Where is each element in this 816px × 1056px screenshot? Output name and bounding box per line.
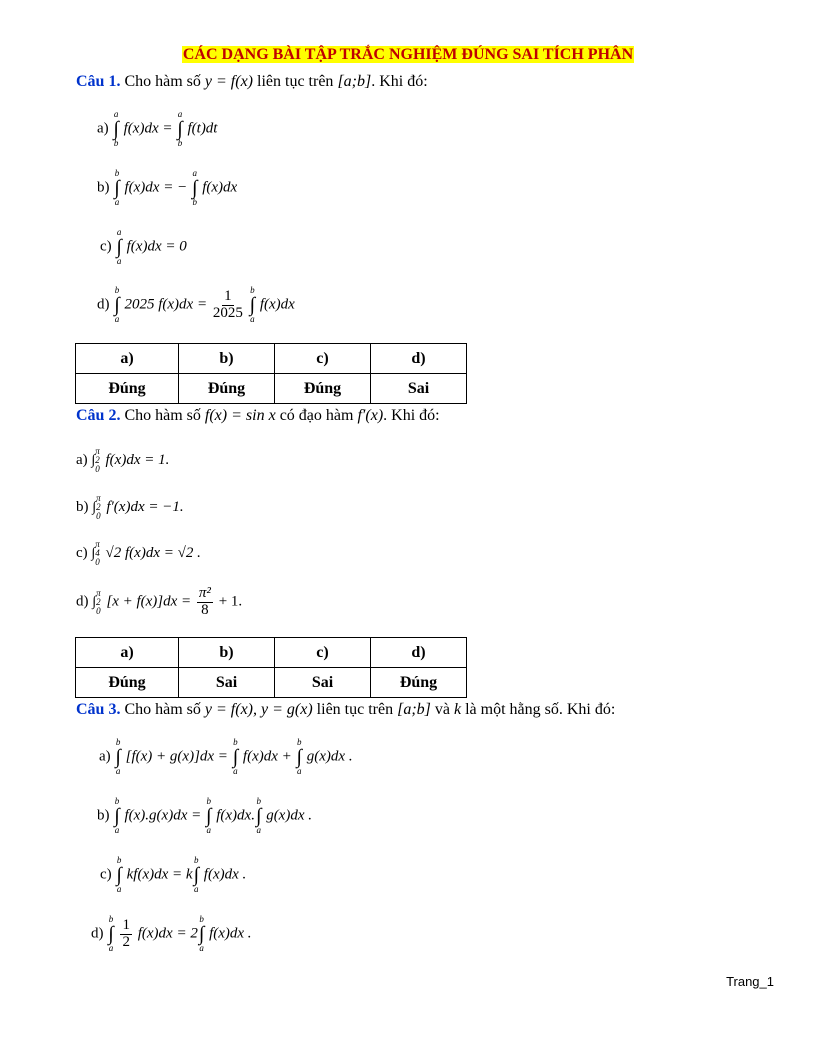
table-cell: Đúng [371, 668, 467, 698]
integral-sign: b ∫ a [193, 855, 200, 894]
q1-option-c [100, 228, 187, 266]
q2-option-a [76, 447, 169, 474]
table-header-cell: a) [76, 344, 179, 374]
integral-sign: a ∫ b [191, 168, 198, 207]
q3-option-c [100, 856, 246, 894]
q1-stem-math: y = f(x) [204, 73, 254, 90]
q3-stem-mid: liên tục trên [316, 701, 394, 718]
option-label: c) [100, 238, 112, 255]
q1-a-lhs: f(x)dx = [123, 120, 173, 137]
question-1-label: Câu 1. [76, 73, 121, 90]
fraction: $\frac{1}{2025}$ [212, 287, 243, 321]
integral-limits: π 2 0 [96, 493, 101, 521]
q1-stem-post: . Khi đó: [371, 73, 428, 90]
table-header-cell: d) [371, 638, 467, 668]
q2-d-rhs: + 1. [218, 593, 243, 610]
integral-sign: b ∫ a [116, 855, 122, 894]
option-label: a) [99, 748, 111, 765]
integral-sign: a ∫ b [113, 109, 119, 148]
q1-stem-mid: liên tục trên [257, 73, 334, 90]
table-row [76, 374, 467, 404]
integral-limits: π 2 0 [96, 587, 101, 616]
q3-stem-post: là một hằng số. Khi đó: [465, 701, 616, 718]
q3-option-a [99, 738, 353, 776]
option-label: c) [100, 866, 112, 883]
table-header-cell: c) [275, 344, 371, 374]
question-2-stem [76, 407, 440, 425]
q2-d-lhs: [x + f(x)]dx = [106, 593, 192, 610]
integral-sign: b ∫ a [114, 796, 120, 835]
q2-stem-post: . Khi đó: [383, 407, 440, 424]
table-cell: Sai [275, 668, 371, 698]
option-label: a) [76, 451, 88, 468]
q2-stem-deriv: f′(x) [357, 407, 384, 424]
q3-option-d [91, 915, 252, 953]
q2-a-expr: f(x)dx = 1. [105, 451, 170, 468]
q2-option-c [76, 540, 201, 567]
integral-sign: a ∫ a [116, 227, 122, 266]
fraction: $\frac{\text{π²}}{8}$ [198, 585, 211, 618]
q3-d-lhs: f(x)dx = 2 [137, 925, 198, 942]
q2-option-b [76, 494, 184, 521]
integral-sign: ∫ [92, 499, 97, 515]
table-cell: Đúng [76, 668, 179, 698]
option-label: d) [76, 593, 89, 610]
integral-sign: b ∫ a [255, 796, 262, 835]
option-label: a) [97, 120, 109, 137]
table-header-cell: c) [275, 638, 371, 668]
option-label: d) [97, 296, 110, 313]
integral-sign: b ∫ a [114, 285, 120, 324]
table-cell: Đúng [275, 374, 371, 404]
q2-option-d [76, 586, 242, 619]
table-header-cell: d) [371, 344, 467, 374]
integral-limits: π 4 0 [95, 539, 100, 567]
table-cell: Sai [371, 374, 467, 404]
option-label: b) [76, 498, 89, 515]
q2-stem-pre: Cho hàm số [124, 407, 201, 424]
q1-d-lhs: 2025 f(x)dx = [124, 296, 208, 313]
table-row [76, 668, 467, 698]
q3-a-lhs: [f(x) + g(x)]dx = [125, 748, 228, 765]
q3-b-mid: f(x)dx. [216, 807, 255, 824]
integral-sign: b ∫ a [249, 285, 256, 324]
table-header-row [76, 344, 467, 374]
integral-sign: b ∫ a [114, 168, 120, 207]
integral-sign: b ∫ a [296, 737, 303, 776]
table-cell: Đúng [179, 374, 275, 404]
q2-stem-mid: có đạo hàm [279, 407, 354, 424]
q3-stem-and: và [434, 701, 450, 718]
integral-sign: ∫ [92, 594, 97, 610]
table-cell: Sai [179, 668, 275, 698]
q1-d-rhs: f(x)dx [259, 296, 295, 313]
integral-sign: ∫ [91, 452, 96, 468]
q3-a-mid: f(x)dx + [242, 748, 292, 765]
table-header-cell: b) [179, 638, 275, 668]
q1-stem-interval: [a;b] [337, 73, 372, 90]
question-3-stem [76, 701, 615, 719]
q2-stem-math: f(x) = sin x [204, 407, 276, 424]
integral-sign: ∫ [91, 545, 96, 561]
fraction: $\frac{1}{2}$ [122, 916, 130, 950]
q3-b-rhs: g(x)dx . [266, 807, 312, 824]
q3-stem-k: k [453, 701, 462, 718]
integral-sign: b ∫ a [205, 796, 212, 835]
option-label: d) [91, 925, 104, 942]
page-number: Trang_1 [726, 974, 774, 989]
q1-c-expr: f(x)dx = 0 [126, 238, 187, 255]
integral-limits: π 2 0 [95, 446, 100, 474]
q3-c-rhs: f(x)dx . [203, 866, 247, 883]
title-text: CÁC DẠNG BÀI TẬP TRẮC NGHIỆM ĐÚNG SAI TÍCH PHÂN [182, 46, 634, 63]
option-label: b) [97, 807, 110, 824]
table-header-row [76, 638, 467, 668]
q3-d-rhs: f(x)dx . [209, 925, 252, 942]
q1-a-rhs: f(t)dt [187, 120, 218, 137]
option-label: c) [76, 544, 88, 561]
q3-stem-math: y = f(x), y = g(x) [204, 701, 313, 718]
option-label: b) [97, 179, 110, 196]
q1-stem-pre: Cho hàm số [124, 73, 201, 90]
table-header-cell: b) [179, 344, 275, 374]
q3-c-lhs: kf(x)dx = k [126, 866, 193, 883]
q1-option-d [97, 286, 295, 324]
q3-option-b [97, 797, 312, 835]
q1-b-rhs: f(x)dx [202, 179, 238, 196]
q1-b-lhs: f(x)dx = − [124, 179, 188, 196]
integral-sign: a ∫ b [177, 109, 183, 148]
table-cell: Đúng [76, 374, 179, 404]
question-1-stem [76, 73, 428, 91]
integral-sign: b ∫ a [232, 737, 239, 776]
q3-a-rhs: g(x)dx . [306, 748, 353, 765]
integral-sign: b ∫ a [108, 914, 114, 953]
q3-stem-pre: Cho hàm số [124, 701, 201, 718]
q3-b-lhs: f(x).g(x)dx = [124, 807, 202, 824]
q1-option-a [97, 110, 217, 148]
document-title [0, 46, 816, 64]
table-header-cell: a) [76, 638, 179, 668]
q2-c-expr: √2 f(x)dx = √2 . [105, 544, 201, 561]
q1-option-b [97, 169, 237, 207]
q2-b-expr: f′(x)dx = −1. [106, 498, 184, 515]
q1-answer-table [75, 343, 467, 404]
q2-answer-table [75, 637, 467, 698]
integral-sign: b ∫ a [198, 914, 205, 953]
question-2-label: Câu 2. [76, 407, 121, 424]
q3-stem-interval: [a;b] [397, 701, 431, 718]
integral-sign: b ∫ a [115, 737, 121, 776]
question-3-label: Câu 3. [76, 701, 121, 718]
